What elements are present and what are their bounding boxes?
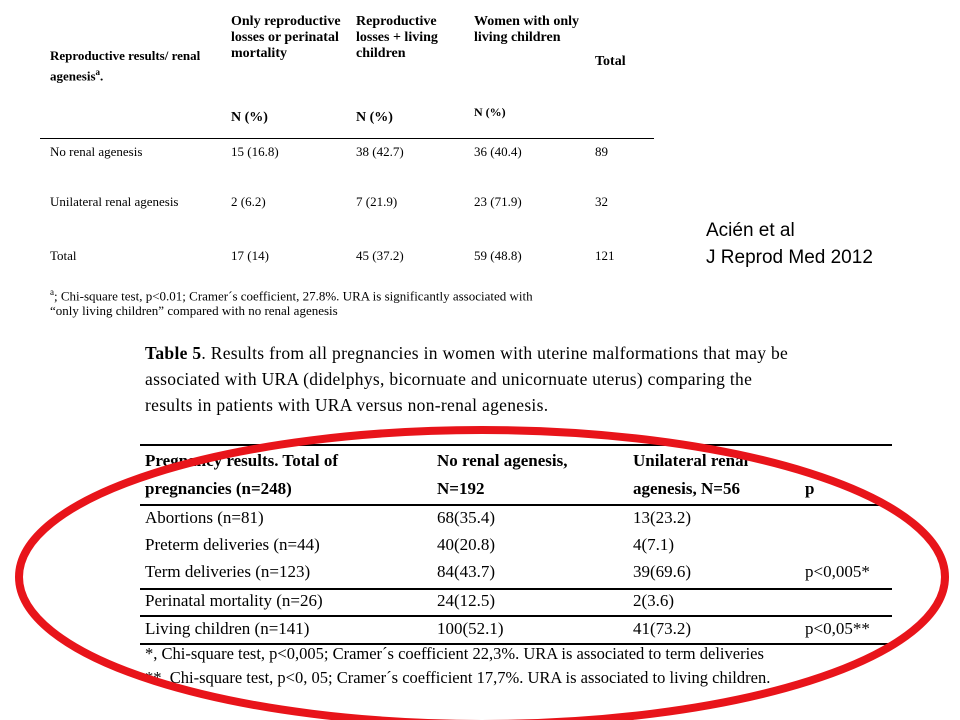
table5-row-label: Preterm deliveries (n=44) [145, 535, 320, 554]
table1-cell: 23 (71.9) [474, 194, 522, 209]
footnote-text: ; Chi-square test, p<0.01; Cramer´s coefficient, 27.8%. URA is significantly associated with [54, 288, 533, 304]
table5-cell-no-ra: 24(12.5) [437, 591, 496, 610]
table5-header-col2-line2: N=192 [437, 479, 485, 498]
table1-header-col2: Reproductive losses + living children [356, 14, 438, 61]
superscript-a: a [95, 67, 100, 77]
table1-cell: 2 (6.2) [231, 194, 266, 209]
table5-header-col1-line2: pregnancies (n=248) [145, 479, 292, 498]
table5-row-label: Abortions (n=81) [145, 508, 264, 527]
table5-row-label: Term deliveries (n=123) [145, 562, 311, 581]
caption-text: . Results from all pregnancies in women with uterine malformations that may be [201, 343, 789, 363]
table5-cell-p: p<0,005* [805, 562, 870, 581]
table5-cell-ura: 2(3.6) [633, 591, 675, 610]
table1-n-pct-col2: N (%) [356, 110, 393, 125]
table5-row-label: Living children (n=141) [145, 619, 310, 638]
table1-row-label: Unilateral renal agenesis [50, 194, 179, 209]
caption-line3: results in patients with URA versus non-renal agenesis. [145, 395, 549, 415]
table1-cell: 89 [595, 144, 608, 159]
table1-cell: 121 [595, 248, 615, 263]
table5-header-col1-line1: Pregnancy results. Total of [145, 451, 338, 470]
table5-cell-no-ra: 40(20.8) [437, 535, 496, 554]
caption-label: Table 5 [145, 343, 202, 363]
table1-cell: 17 (14) [231, 248, 269, 263]
table5-header-col2-line1: No renal agenesis, [437, 451, 568, 470]
table5-cell-no-ra: 100(52.1) [437, 619, 504, 638]
footnote-mark: a [50, 287, 54, 297]
table5-cell-p: p<0,05** [805, 619, 870, 638]
table5-header-col3-line1: Unilateral renal [633, 451, 749, 470]
table1-n-pct-col3: N (%) [474, 105, 506, 119]
table5-cell-ura: 39(69.6) [633, 562, 692, 581]
table5-header-p: p [805, 479, 815, 498]
table5-cell-ura: 41(73.2) [633, 619, 692, 638]
table1-row-label: Total [50, 248, 77, 263]
caption-line2: associated with URA (didelphys, bicornuate and unicornuate uterus) comparing the [145, 369, 753, 389]
header-period: . [100, 68, 104, 84]
table1-cell: 38 (42.7) [356, 144, 404, 159]
table1-cell: 15 (16.8) [231, 144, 279, 159]
table5-cell-no-ra: 68(35.4) [437, 508, 496, 527]
table1-header-results [50, 48, 225, 84]
table5-header-col3-line2: agenesis, N=56 [633, 479, 740, 498]
table5-footnote2: **, Chi-square test, p<0, 05; Cramer´s coefficient 17,7%. URA is associated to living children. [145, 668, 771, 687]
table1-cell: 32 [595, 194, 608, 209]
table1-cell: 36 (40.4) [474, 144, 522, 159]
table5-footnote1: *, Chi-square test, p<0,005; Cramer´s coefficient 22,3%. URA is associated to term deliveries [145, 644, 764, 663]
table5-row-rule [140, 615, 892, 617]
table1-row-label: No renal agenesis [50, 144, 143, 159]
caption-line1 [145, 340, 915, 366]
table1-cell: 7 (21.9) [356, 194, 398, 209]
table5-caption [145, 340, 915, 418]
table5-cell-ura: 4(7.1) [633, 535, 675, 554]
citation-journal: J Reprod Med 2012 [706, 247, 873, 268]
table5-header-rule [140, 504, 892, 506]
header-text: Reproductive results/ renal agenesis [50, 48, 201, 84]
table5-top-rule [140, 444, 892, 446]
table1-cell: 45 (37.2) [356, 248, 404, 263]
table1-header-rule [40, 138, 654, 139]
table1-cell: 59 (48.8) [474, 248, 522, 263]
table1-header-col3: Women with only living children [474, 14, 580, 45]
table1-header-col1: Only reproductive losses or perinatal mortality [231, 14, 341, 61]
table5-cell-ura: 13(23.2) [633, 508, 692, 527]
citation-authors: Acién et al [706, 220, 795, 241]
table1-header-total: Total [595, 54, 626, 69]
table1-footnote-line1 [50, 285, 533, 303]
table5-cell-no-ra: 84(43.7) [437, 562, 496, 581]
table1-n-pct-col1: N (%) [231, 110, 268, 125]
table5-row-label: Perinatal mortality (n=26) [145, 591, 323, 610]
table1-footnote-line2: “only living children” compared with no renal agenesis [50, 303, 338, 318]
